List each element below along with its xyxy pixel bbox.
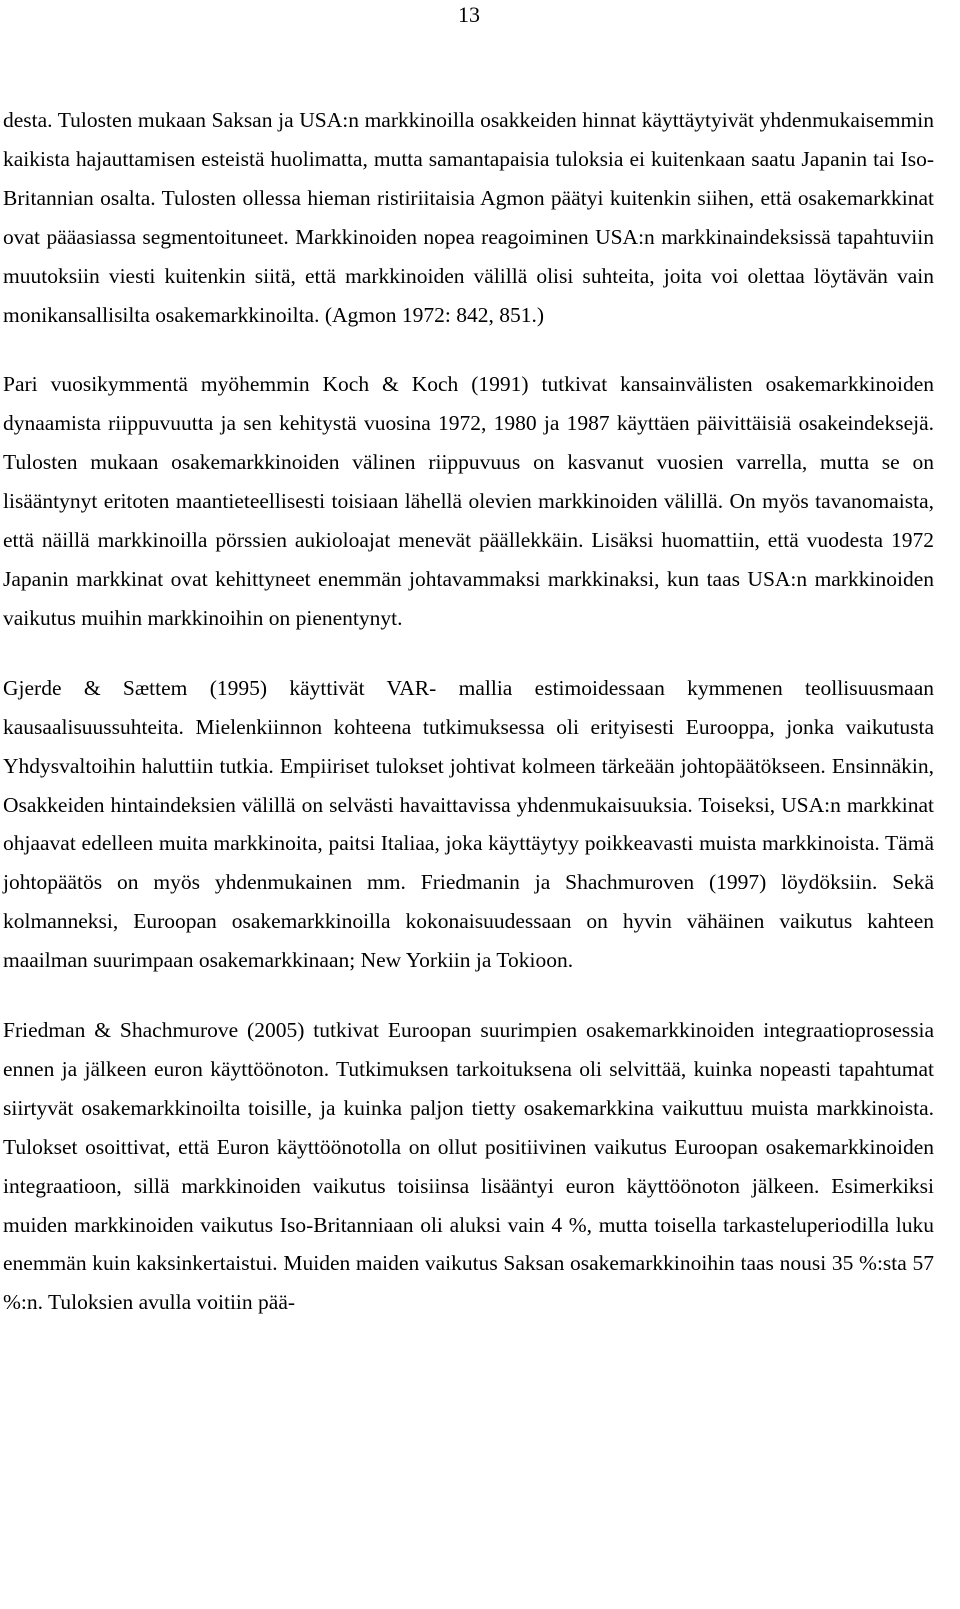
page-number: 13 <box>458 2 480 27</box>
paragraph-koch: Pari vuosikymmentä myöhemmin Koch & Koch (1991) tutkivat kansainvälisten osakemarkkinoiden dynaamista riippuvuutta ja sen kehitystä vuosina 1972, 1980 ja 1987 käyttäen päivittäisiä osakeindeksejä. Tulosten mukaan osakemarkkinoiden välinen riippuvuus on kasvanut vuosien varrella, mutta se on lisääntynyt eritoten maantieteellisesti toisiaan lähellä olevien markkinoiden välillä. On myös tavanomaista, että näillä markkinoilla pörssien aukioloajat menevät päällekkäin. Lisäksi huomattiin, että vuodesta 1972 Japanin markkinat ovat kehittyneet enemmän johtavammaksi markkinaksi, kun taas USA:n markkinoiden vaikutus muihin markkinoihin on pienentynyt. <box>3 372 934 630</box>
paragraph-friedman: Friedman & Shachmurove (2005) tutkivat Euroopan suurimpien osakemarkkinoiden integraatioprosessia ennen ja jälkeen euron käyttöönoton. Tutkimuksen tarkoituksena oli selvittää, kuinka nopeasti tapahtumat siirtyvät osakemarkkinoilta toisille, ja kuinka paljon tietty osakemarkkina vaikuttuu muista markkinoista. Tulokset osoittivat, että Euron käyttöönotolla on ollut positiivinen vaikutus Euroopan osakemarkkinoiden integraatioon, sillä markkinoiden vaikutus toisiinsa lisääntyi euron käyttöönoton jälkeen. Esimerkiksi muiden markkinoiden vaikutus Iso-Britanniaan oli aluksi vain 4 %, mutta toisella tarkasteluperiodilla luku enemmän kuin kaksinkertaistui. Muiden maiden vaikutus Saksan osakemarkkinoihin taas nousi 35 %:sta 57 %:n. Tuloksien avulla voitiin pää- <box>3 1018 934 1315</box>
paragraph-agmon: desta. Tulosten mukaan Saksan ja USA:n markkinoilla osakkeiden hinnat käyttäytyivät yhdenmukaisemmin kaikista hajauttamisen esteistä huolimatta, mutta samantapaisia tuloksia ei kuitenkaan saatu Japanin tai Iso-Britannian osalta. Tulosten ollessa hieman ristiriitaisia Agmon päätyi kuitenkin siihen, että osakemarkkinat ovat pääasiassa segmentoituneet. Markkinoiden nopea reagoiminen USA:n markkinaindeksissä tapahtuviin muutoksiin viesti kuitenkin siitä, että markkinoiden välillä olisi suhteita, joita voi olettaa löytävän vain monikansallisilta osakemarkkinoilta. (Agmon 1972: 842, 851.) <box>3 108 934 327</box>
paragraph-gjerde: Gjerde & Sættem (1995) käyttivät VAR- mallia estimoidessaan kymmenen teollisuusmaan kausaalisuussuhteita. Mielenkiinnon kohteena tutkimuksessa oli erityisesti Eurooppa, jonka vaikutusta Yhdysvaltoihin haluttiin tutkia. Empiiriset tulokset johtivat kolmeen tärkeään johtopäätökseen. Ensinnäkin, Osakkeiden hintaindeksien välillä on selvästi havaittavissa yhdenmukaisuuksia. Toiseksi, USA:n markkinat ohjaavat edelleen muita markkinoita, paitsi Italiaa, joka käyttäytyy poikkeavasti muista markkinoista. Tämä johtopäätös on myös yhdenmukainen mm. Friedmanin ja Shachmuroven (1997) löydöksiin. Sekä kolmanneksi, Euroopan osakemarkkinoilla kokonaisuudessaan on hyvin vähäinen vaikutus kahteen maailman suurimpaan osakemarkkinaan; New Yorkiin ja Tokioon. <box>3 675 934 973</box>
document-body <box>3 101 934 1322</box>
